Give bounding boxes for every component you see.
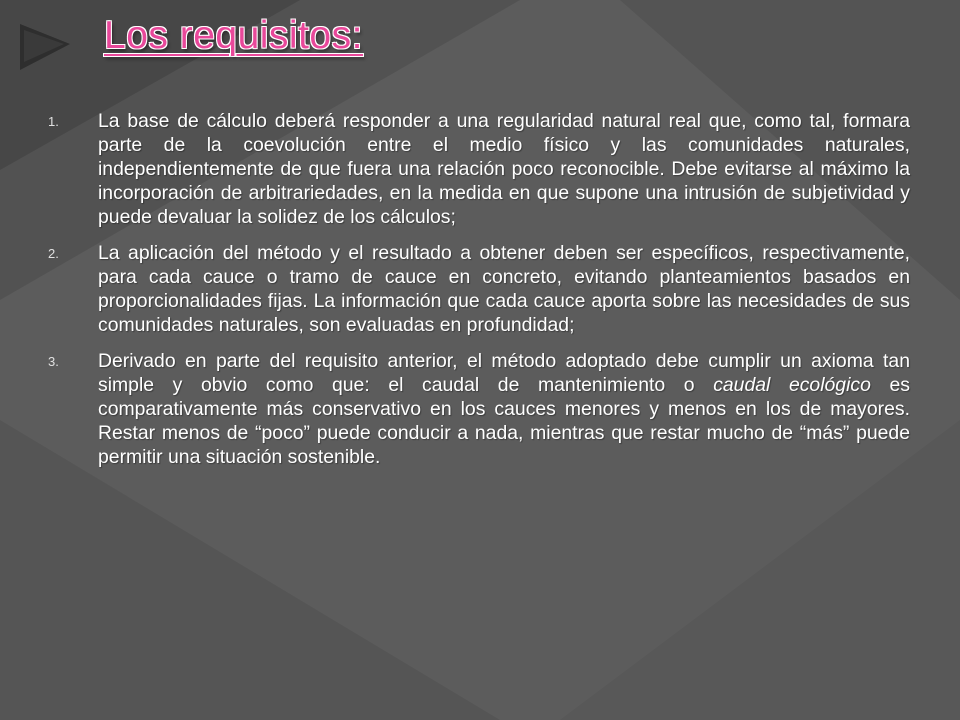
- item-text-part: Derivado en parte del requisito anterior, el método adoptado debe cumplir un axioma tan simple y obvio como que: el caudal de mantenimiento o: [98, 350, 910, 396]
- item-number: 2.: [48, 246, 59, 261]
- item-number: 3.: [48, 354, 59, 369]
- list-item: [48, 109, 910, 229]
- item-text: La base de cálculo deberá responder a una regularidad natural real que, como tal, formara parte de la coevolución entre el medio físico y las comunidades naturales, independientemente de que fuera una relación poco reconocible. Debe evitarse al máximo la incorporación de arbitrariedades, en la medida en que supone una intrusión de subjetividad y puede devaluar la solidez de los cálculos;: [98, 110, 910, 228]
- item-text: [98, 349, 910, 469]
- item-text-emphasis: caudal ecológico: [713, 374, 871, 396]
- item-text-part: es comparativamente más conservativo en los cauces menores y menos en los de mayores. Restar menos de “poco” puede conducir a nada, mientras que restar mucho de “más” puede permitir una situación sostenible.: [98, 374, 910, 468]
- item-number: 1.: [48, 114, 59, 129]
- item-text: La aplicación del método y el resultado a obtener deben ser específicos, respectivamente, para cada cauce o tramo de cauce en concreto, evitando planteamientos basados en proporcionalidades fijas. La información que cada cauce aporta sobre las necesidades de sus comunidades naturales, son evaluadas en profundidad;: [98, 242, 910, 336]
- list-item: [48, 241, 910, 337]
- list-item: [48, 349, 910, 469]
- slide-title: Los requisitos:: [104, 14, 363, 57]
- requirements-list: [48, 109, 910, 481]
